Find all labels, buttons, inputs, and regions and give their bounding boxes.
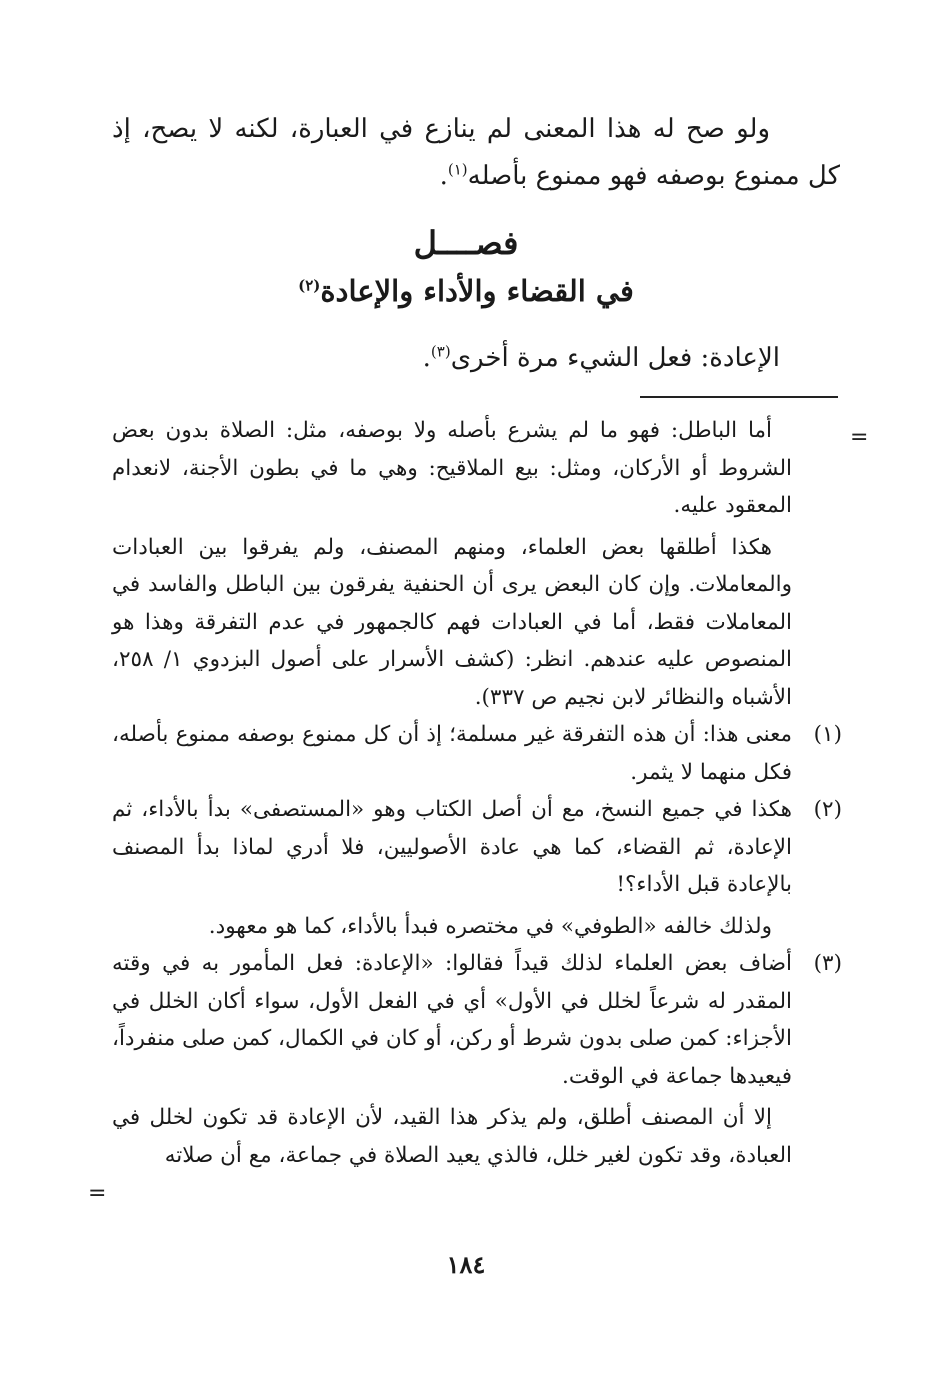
footnote-2-text: هكذا في جميع النسخ، مع أن أصل الكتاب وهو «المستصفى» بدأ بالأداء، ثم الإعادة، ثم القضاء، كما هي عادة الأصوليين، فلا أدري لماذا بدأ المصنف بالإعادة قبل الأداء؟! xyxy=(112,797,792,897)
footnote-carryover-paragraph-2: هكذا أطلقها بعض العلماء، ومنهم المصنف، ولم يفرقوا بين العبادات والمعاملات. وإن كان البعض يرى أن الحنفية يفرقون بين الباطل والفاسد في المعاملات فقط، أما في العبادات فهم كالجمهور في عدم التفرقة وهذا هو المنصوص عليه عندهم. انظر: (كشف الأسرار على أصول البزدوي ١/ ٢٥٨، الأشباه والنظائر لابن نجيم ص ٣٣٧). xyxy=(112,534,793,710)
continuation-mark-top: = xyxy=(850,425,869,450)
main-text-line-2: ممنوع بوصفه فهو ممنوع بأصله xyxy=(467,161,800,191)
footnote-1-text: معنى هذا: أن هذه التفرقة غير مسلمة؛ إذ أن كل ممنوع بوصفه ممنوع بأصله، فكل منهما لا يثمر. xyxy=(112,722,792,785)
footnote-1-number: (١) xyxy=(813,722,842,747)
footnote-ref-3[interactable]: (٣) xyxy=(430,342,451,361)
footnote-3 xyxy=(112,945,842,1095)
definition-text: الإعادة: فعل الشيء مرة أخرى xyxy=(450,343,780,373)
footnote-3-text: أضاف بعض العلماء لذلك قيداً فقالوا: «الإعادة: فعل المأمور به في وقته المقدر له شرعاً لخلل في الأول» أي في الفعل الأول، سواء أكان الخلل في الأجزاء: كمن صلى بدون شرط أو ركن، أو كان في الكمال، كمن صلى منفرداً، فيعيدها جماعة في الوقت. xyxy=(112,951,792,1089)
main-text-paragraph xyxy=(112,106,840,200)
footnote-3-paragraph-2: إلا أن المصنف أطلق، ولم يذكر هذا القيد، لأن الإعادة قد تكون لخلل في العبادة، وقد تكون لغير خلل، فالذي يعيد الصلاة في جماعة، مع أن صلاته xyxy=(112,1105,792,1168)
footnote-ref-2[interactable]: (٢) xyxy=(298,276,321,295)
footnote-2-paragraph-2: ولذلك خالفه «الطوفي» في مختصره فبدأ بالأداء، كما هو معهود. xyxy=(208,913,772,939)
footnote-carryover-paragraph-1: أما الباطل: فهو ما لم يشرع بأصله ولا بوصفه، مثل: الصلاة بدون بعض الشروط أو الأركان، ومثل: بيع الملاقيح: وهي ما في بطون الأجنة، لانعدام المعقود عليه. xyxy=(112,418,792,518)
section-title: فصــــل xyxy=(413,224,519,262)
definition-end: . xyxy=(422,343,431,373)
footnote-2-number: (٢) xyxy=(813,797,842,822)
footnote-1 xyxy=(112,716,842,791)
continuation-mark-bottom: = xyxy=(88,1181,107,1206)
footnote-separator xyxy=(640,396,838,398)
section-subtitle xyxy=(0,266,932,316)
footnote-2 xyxy=(112,791,842,904)
main-text-line-1: ولو صح له هذا المعنى لم ينازع في العبارة، لكنه لا يصح، إذ كل xyxy=(112,114,840,191)
section-subtitle-text: في القضاء والأداء والإعادة xyxy=(320,274,634,308)
footnotes-block xyxy=(112,412,842,1174)
footnote-ref-1[interactable]: (١) xyxy=(447,160,468,179)
page-number: ١٨٤ xyxy=(446,1250,486,1279)
main-text-end: . xyxy=(439,161,448,191)
definition-line xyxy=(423,336,780,380)
footnote-3-number: (٣) xyxy=(813,951,842,976)
